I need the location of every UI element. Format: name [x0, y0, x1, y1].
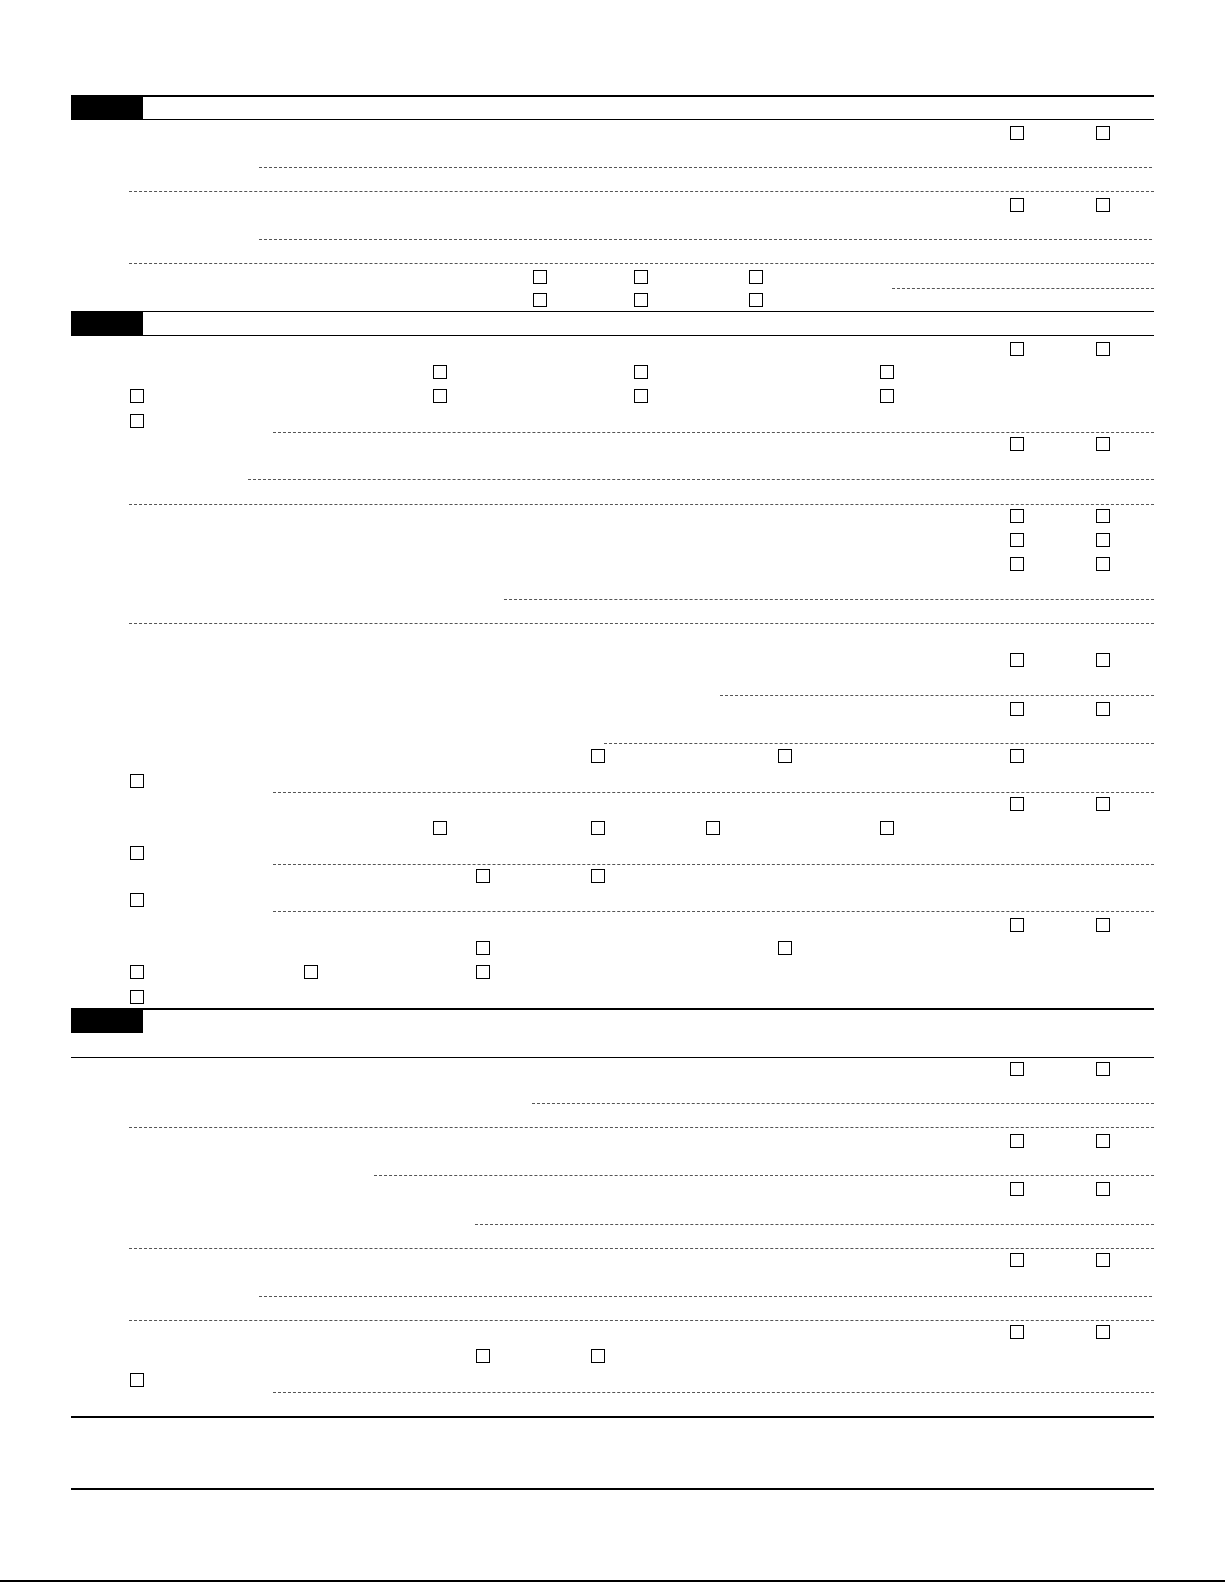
- option-checkbox[interactable]: [433, 365, 447, 379]
- no-checkbox[interactable]: [1096, 653, 1110, 667]
- no-checkbox[interactable]: [1096, 437, 1110, 451]
- option-checkbox[interactable]: [533, 270, 547, 284]
- option-checkbox[interactable]: [533, 293, 547, 307]
- item-separator: [129, 623, 1154, 624]
- yes-checkbox[interactable]: [1010, 198, 1024, 212]
- option-checkbox[interactable]: [634, 270, 648, 284]
- page-bottom-rule: [0, 1580, 1225, 1582]
- option-checkbox[interactable]: [130, 990, 144, 1004]
- option-checkbox[interactable]: [749, 293, 763, 307]
- section-2-bottom-rule: [143, 335, 1154, 336]
- no-checkbox[interactable]: [1096, 342, 1110, 356]
- no-checkbox[interactable]: [1096, 1253, 1110, 1267]
- fill-in-line[interactable]: [273, 1392, 1154, 1393]
- yes-checkbox[interactable]: [1010, 797, 1024, 811]
- option-checkbox[interactable]: [130, 414, 144, 428]
- option-checkbox[interactable]: [706, 821, 720, 835]
- fill-in-line[interactable]: [273, 911, 1154, 912]
- no-checkbox[interactable]: [1096, 509, 1110, 523]
- no-checkbox[interactable]: [1096, 1134, 1110, 1148]
- yes-checkbox[interactable]: [1010, 342, 1024, 356]
- yes-checkbox[interactable]: [1010, 509, 1024, 523]
- no-checkbox[interactable]: [1096, 1062, 1110, 1076]
- no-checkbox[interactable]: [1096, 533, 1110, 547]
- option-checkbox[interactable]: [880, 821, 894, 835]
- option-checkbox[interactable]: [591, 1349, 605, 1363]
- no-checkbox[interactable]: [1096, 198, 1110, 212]
- option-checkbox[interactable]: [130, 965, 144, 979]
- section-3-top-rule: [71, 1008, 1154, 1010]
- option-checkbox[interactable]: [433, 821, 447, 835]
- fill-in-line[interactable]: [273, 864, 1154, 865]
- option-checkbox[interactable]: [130, 1373, 144, 1387]
- no-checkbox[interactable]: [1096, 557, 1110, 571]
- option-checkbox[interactable]: [591, 869, 605, 883]
- section-3-bottom-rule: [71, 1057, 1154, 1058]
- option-checkbox[interactable]: [130, 846, 144, 860]
- footer-top-rule: [71, 1416, 1154, 1418]
- yes-checkbox[interactable]: [1010, 702, 1024, 716]
- fill-in-line[interactable]: [259, 239, 1152, 240]
- item-separator: [129, 504, 1154, 505]
- fill-in-line[interactable]: [892, 288, 1154, 289]
- no-checkbox[interactable]: [1096, 797, 1110, 811]
- item-separator: [129, 1248, 1154, 1249]
- section-2-top-rule: [71, 311, 1154, 312]
- option-checkbox[interactable]: [130, 774, 144, 788]
- option-checkbox[interactable]: [634, 365, 648, 379]
- no-checkbox[interactable]: [1096, 1325, 1110, 1339]
- option-checkbox[interactable]: [778, 941, 792, 955]
- yes-checkbox[interactable]: [1010, 126, 1024, 140]
- item-separator: [129, 263, 1154, 264]
- option-checkbox[interactable]: [634, 293, 648, 307]
- option-checkbox[interactable]: [476, 965, 490, 979]
- item-separator: [129, 1320, 1154, 1321]
- yes-checkbox[interactable]: [1010, 437, 1024, 451]
- option-checkbox[interactable]: [130, 893, 144, 907]
- yes-checkbox[interactable]: [1010, 1062, 1024, 1076]
- fill-in-line[interactable]: [532, 1103, 1154, 1104]
- option-checkbox[interactable]: [433, 389, 447, 403]
- yes-checkbox[interactable]: [1010, 1253, 1024, 1267]
- section-3-header-tab: [71, 1009, 143, 1033]
- option-checkbox[interactable]: [476, 1349, 490, 1363]
- yes-checkbox[interactable]: [1010, 1134, 1024, 1148]
- yes-checkbox[interactable]: [1010, 1182, 1024, 1196]
- fill-in-line[interactable]: [259, 1296, 1152, 1297]
- fill-in-line[interactable]: [248, 479, 1154, 480]
- yes-checkbox[interactable]: [1010, 918, 1024, 932]
- fill-in-line[interactable]: [273, 792, 1154, 793]
- option-checkbox[interactable]: [880, 389, 894, 403]
- yes-checkbox[interactable]: [1010, 653, 1024, 667]
- yes-checkbox[interactable]: [1010, 557, 1024, 571]
- fill-in-line[interactable]: [374, 1175, 1154, 1176]
- option-checkbox[interactable]: [304, 965, 318, 979]
- fill-in-line[interactable]: [720, 695, 1154, 696]
- section-1-header-tab: [71, 96, 143, 120]
- option-checkbox[interactable]: [591, 821, 605, 835]
- fill-in-line[interactable]: [273, 432, 1154, 433]
- no-checkbox[interactable]: [1096, 1182, 1110, 1196]
- section-1-top-rule: [71, 95, 1154, 97]
- no-checkbox[interactable]: [1096, 918, 1110, 932]
- section-1-bottom-rule: [143, 119, 1154, 120]
- option-checkbox[interactable]: [634, 389, 648, 403]
- no-checkbox[interactable]: [1096, 702, 1110, 716]
- option-checkbox[interactable]: [476, 869, 490, 883]
- footer-bottom-rule: [71, 1488, 1154, 1490]
- option-checkbox[interactable]: [880, 365, 894, 379]
- yes-checkbox[interactable]: [1010, 1325, 1024, 1339]
- fill-in-line[interactable]: [604, 743, 1154, 744]
- yes-checkbox[interactable]: [1010, 533, 1024, 547]
- fill-in-line[interactable]: [504, 599, 1154, 600]
- no-checkbox[interactable]: [1096, 126, 1110, 140]
- option-checkbox[interactable]: [1010, 749, 1024, 763]
- item-separator: [129, 191, 1154, 192]
- item-separator: [129, 1127, 1154, 1128]
- option-checkbox[interactable]: [778, 749, 792, 763]
- fill-in-line[interactable]: [475, 1224, 1154, 1225]
- fill-in-line[interactable]: [259, 167, 1152, 168]
- option-checkbox[interactable]: [476, 941, 490, 955]
- option-checkbox[interactable]: [591, 749, 605, 763]
- option-checkbox[interactable]: [749, 270, 763, 284]
- section-2-header-tab: [71, 312, 143, 336]
- option-checkbox[interactable]: [130, 389, 144, 403]
